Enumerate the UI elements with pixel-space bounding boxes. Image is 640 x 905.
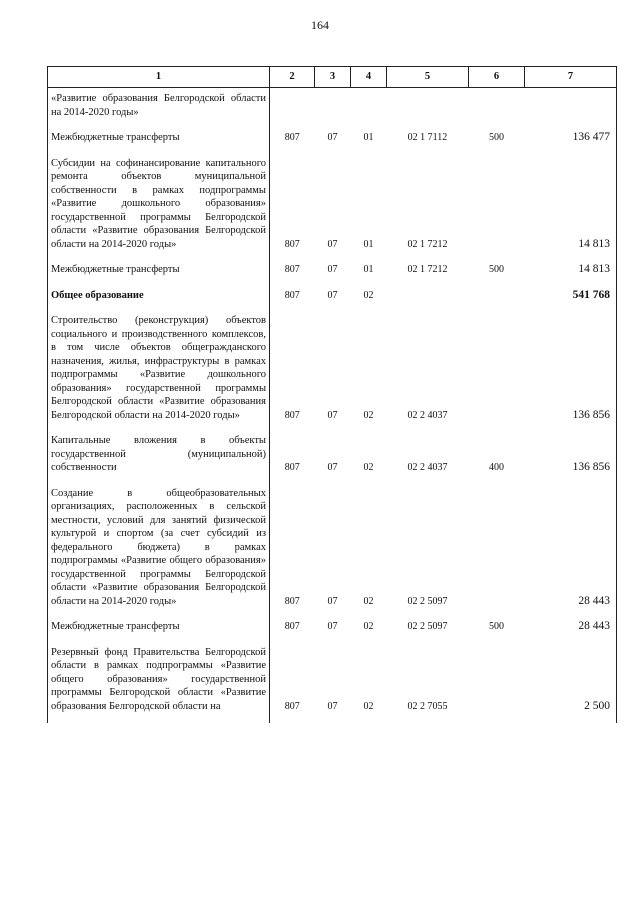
row-c5: 02 1 7212 [407,264,448,275]
row-amount: 136 856 [525,312,617,432]
table-row [48,644,617,724]
row-name: «Развитие образования Белгородской области на 2014-2020 годы» [48,88,270,130]
row-c6: 400 [489,462,504,473]
column-header: 3 [315,67,351,88]
row-name: Строительство (реконструкция) объектов социального и производственного комплексов, в том числе объектов общегражданского назначения, жилья, инфраструктуры в рамках подпрограммы «Развитие дошкольного образования» государственной программы Белгородской области «Развитие образования Белгородской области на 2014-2020 годы» [48,312,270,432]
row-c6 [469,644,525,724]
table-row [48,261,617,287]
row-c5: 02 2 5097 [407,621,448,632]
row-c6: 500 [489,264,504,275]
row-name: Создание в общеобразовательных организациях, расположенных в сельской местности, условий для занятий физической культурой и спортом (за счет субсидий из федерального бюджета) в рамках подпрограммы «Развитие общего образования» государственной программы Белгородской области «Развитие образования Белгородской области на 2014-2020 годы» [48,485,270,619]
row-c4 [351,88,387,130]
column-header: 5 [387,67,469,88]
row-c5: 02 1 7212 [407,238,448,250]
row-c2 [270,88,315,130]
row-c4: 02 [363,289,374,301]
table-header-row [48,67,617,88]
row-c5 [387,287,469,313]
row-c3: 07 [327,409,338,421]
column-header: 1 [48,67,270,88]
row-c4: 02 [363,700,374,712]
row-c5: 02 1 7112 [407,132,448,143]
row-c5: 02 2 5097 [407,595,448,607]
row-name: Субсидии на софинансирование капитального ремонта объектов муниципальной собственности в рамках подпрограммы «Развитие дошкольного образования» государственной программы Белгородской области «Развитие образования Белгородской области на 2014-2020 годы» [48,155,270,262]
row-c2: 807 [284,462,300,473]
row-c3: 07 [327,621,338,632]
column-header: 6 [469,67,525,88]
table-row [48,618,617,644]
row-name: Межбюджетные трансферты [48,261,270,287]
table-row [48,432,617,485]
row-c5: 02 2 4037 [407,462,448,473]
table-row [48,312,617,432]
row-amount: 28 443 [525,618,617,644]
row-c3: 07 [327,264,338,275]
row-c4: 02 [363,595,374,607]
row-c2: 807 [284,700,300,712]
row-c5 [387,88,469,130]
row-c6 [469,287,525,313]
row-c6 [469,88,525,130]
row-c4: 01 [363,264,374,275]
row-name: Общее образование [48,287,270,313]
row-c6: 500 [489,621,504,632]
row-c3: 07 [327,289,338,301]
row-c4: 02 [363,409,374,421]
row-amount: 28 443 [525,485,617,619]
table-row [48,155,617,262]
row-c2: 807 [284,264,300,275]
row-c3: 07 [327,700,338,712]
row-c6 [469,312,525,432]
row-amount: 14 813 [525,155,617,262]
row-c6 [469,485,525,619]
row-name: Резервный фонд Правительства Белгородской области в рамках подпрограммы «Развитие общего образования» государственной программы Белгородской области «Развитие образования Белгородской области на [48,644,270,724]
table-row [48,129,617,155]
table-body [48,88,617,724]
row-name: Капитальные вложения в объекты государственной (муниципальной) собственности [48,432,270,485]
row-amount: 541 768 [525,287,617,313]
row-c2: 807 [284,621,300,632]
row-c6 [469,155,525,262]
row-c2: 807 [284,289,300,301]
table-row [48,287,617,313]
row-c6: 500 [489,132,504,143]
column-header: 7 [525,67,617,88]
row-c4: 02 [363,621,374,632]
table-row [48,88,617,130]
page-number: 164 [311,18,329,32]
row-c3 [315,88,351,130]
row-amount: 2 500 [525,644,617,724]
budget-table [47,66,617,723]
row-amount: 14 813 [525,261,617,287]
column-header: 2 [270,67,315,88]
row-c5: 02 2 4037 [407,409,448,421]
row-c3: 07 [327,595,338,607]
row-c4: 01 [363,238,374,250]
row-amount [525,88,617,130]
row-c2: 807 [284,132,300,143]
column-header: 4 [351,67,387,88]
table-row [48,485,617,619]
row-c4: 02 [363,462,374,473]
row-c2: 807 [284,595,300,607]
row-c3: 07 [327,462,338,473]
row-c4: 01 [363,132,374,143]
row-c3: 07 [327,132,338,143]
row-c2: 807 [284,409,300,421]
row-name: Межбюджетные трансферты [48,129,270,155]
row-c5: 02 2 7055 [407,700,448,712]
row-c2: 807 [284,238,300,250]
row-c3: 07 [327,238,338,250]
row-amount: 136 856 [525,432,617,485]
row-name: Межбюджетные трансферты [48,618,270,644]
row-amount: 136 477 [525,129,617,155]
